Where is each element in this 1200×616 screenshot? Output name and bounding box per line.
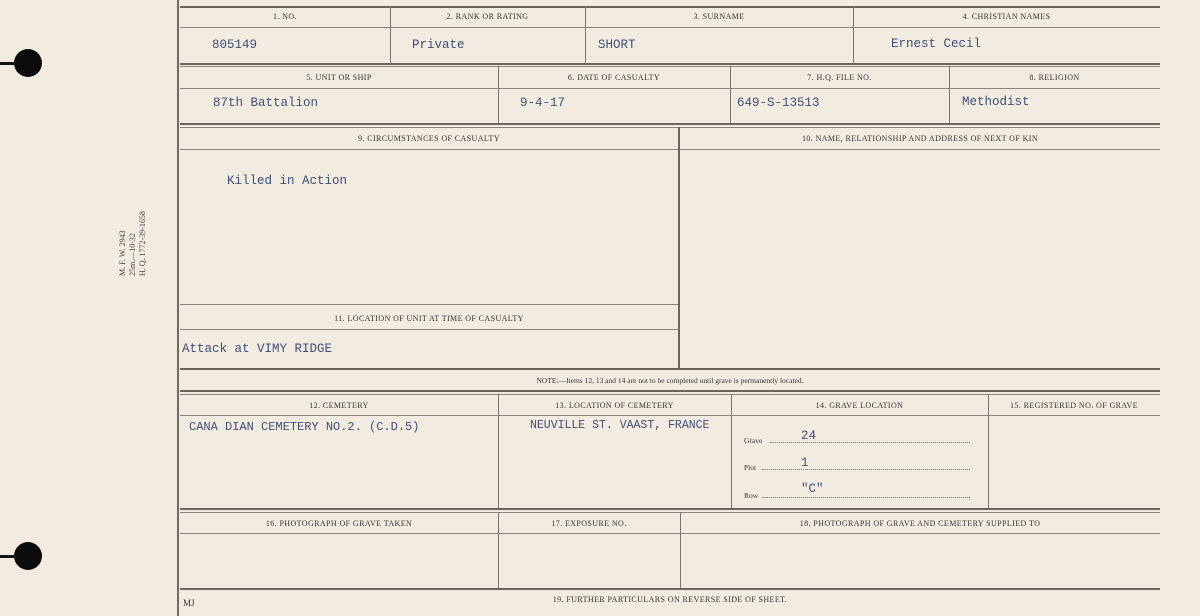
rule-row5-bottom	[180, 588, 1160, 590]
rule-row5-top	[180, 512, 1160, 513]
divider-12-13	[498, 394, 499, 508]
label-exposure-no: 17. EXPOSURE NO.	[551, 519, 627, 528]
value-cemetery: CANA DIAN CEMETERY NO.2. (C.D.5)	[189, 420, 420, 434]
label-surname: 3. SURNAME	[693, 12, 745, 21]
rule-11-top	[180, 304, 678, 305]
form-code-line-1: M. F. W. 2943	[118, 230, 127, 276]
label-registered-no: 15. REGISTERED NO. OF GRAVE	[1010, 401, 1138, 410]
rule-row2-bottom	[180, 123, 1160, 125]
value-file-no: 649-S-13513	[737, 96, 820, 110]
value-unit: 87th Battalion	[213, 96, 319, 110]
rule-row2-mid	[180, 88, 1160, 89]
form-code	[118, 211, 148, 276]
label-grave-location: 14. GRAVE LOCATION	[815, 401, 904, 410]
value-rank: Private	[412, 38, 465, 52]
label-number: 1. NO.	[273, 12, 297, 21]
rule-row5-mid	[180, 533, 1160, 534]
initials: MJ	[183, 598, 195, 608]
value-number: 805149	[212, 38, 258, 52]
rule-row4-bottom	[180, 508, 1160, 510]
label-cemetery-location: 13. LOCATION OF CEMETERY	[555, 401, 674, 410]
label-christian-names: 4. CHRISTIAN NAMES	[962, 12, 1051, 21]
divider-13-14	[731, 394, 732, 508]
value-surname: SHORT	[598, 38, 636, 52]
margin-rule	[177, 0, 179, 616]
rule-11-mid	[180, 329, 678, 330]
form-code-line-3: H. Q. 1772-39-1658	[138, 211, 147, 276]
rule-row4-mid	[180, 415, 1160, 416]
label-date: 6. DATE OF CASUALTY	[567, 73, 661, 82]
grave-dotline	[770, 441, 970, 443]
value-religion: Methodist	[962, 95, 1030, 109]
punch-hole-top-tick	[0, 62, 16, 65]
value-plot: 1	[801, 456, 809, 470]
label-religion: 8. RELIGION	[1029, 73, 1080, 82]
rule-row3-top	[180, 127, 1160, 128]
punch-hole-top	[14, 49, 42, 77]
label-plot: Plot	[744, 463, 757, 472]
divider-9-10	[678, 127, 680, 369]
label-grave: Grave	[744, 436, 763, 445]
punch-hole-bottom	[14, 542, 42, 570]
divider-14-15	[988, 394, 989, 508]
value-location-of-unit: Attack at VIMY RIDGE	[182, 342, 333, 356]
form-code-line-2: 25m.—10-32	[128, 233, 137, 276]
value-christian-names: Ernest Cecil	[891, 37, 982, 51]
rule-row4-top	[180, 394, 1160, 395]
label-circumstances: 9. CIRCUMSTANCES OF CASUALTY	[358, 134, 500, 143]
label-unit: 5. UNIT OR SHIP	[306, 73, 372, 82]
value-grave: 24	[801, 429, 817, 443]
label-row: Row	[744, 491, 759, 500]
label-photo-taken: 16. PHOTOGRAPH OF GRAVE TAKEN	[265, 519, 413, 528]
label-photo-supplied-to: 18. PHOTOGRAPH OF GRAVE AND CEMETERY SUPPLIED TO	[799, 519, 1041, 528]
value-cemetery-location: NEUVILLE ST. VAAST, FRANCE	[530, 419, 710, 432]
label-cemetery: 12. CEMETERY	[309, 401, 369, 410]
value-circumstances: Killed in Action	[227, 174, 348, 188]
rule-row1-top	[180, 6, 1160, 8]
rule-row2-top	[180, 66, 1160, 67]
value-row: "C"	[801, 482, 824, 496]
label-rank: 2. RANK OR RATING	[446, 12, 529, 21]
label-location-of-unit: 11. LOCATION OF UNIT AT TIME OF CASUALTY	[334, 314, 524, 323]
label-further-particulars: 19. FURTHER PARTICULARS ON REVERSE SIDE OF SHEET.	[552, 595, 788, 604]
rule-row1-mid	[180, 27, 1160, 28]
note-text: NOTE:—Items 12, 13 and 14 are not to be completed until grave is permanently located.	[536, 376, 804, 385]
rule-note-bottom	[180, 390, 1160, 392]
punch-hole-bottom-tick	[0, 555, 16, 558]
value-date: 9-4-17	[520, 96, 566, 110]
plot-dotline	[762, 468, 970, 470]
row-dotline	[762, 496, 970, 498]
rule-row1-bottom	[180, 63, 1160, 65]
rule-row3-bottom	[180, 368, 1160, 370]
label-next-of-kin: 10. NAME, RELATIONSHIP AND ADDRESS OF NEXT OF KIN	[801, 134, 1039, 143]
rule-row3-mid	[180, 149, 1160, 150]
label-file-no: 7. H.Q. FILE NO.	[807, 73, 872, 82]
